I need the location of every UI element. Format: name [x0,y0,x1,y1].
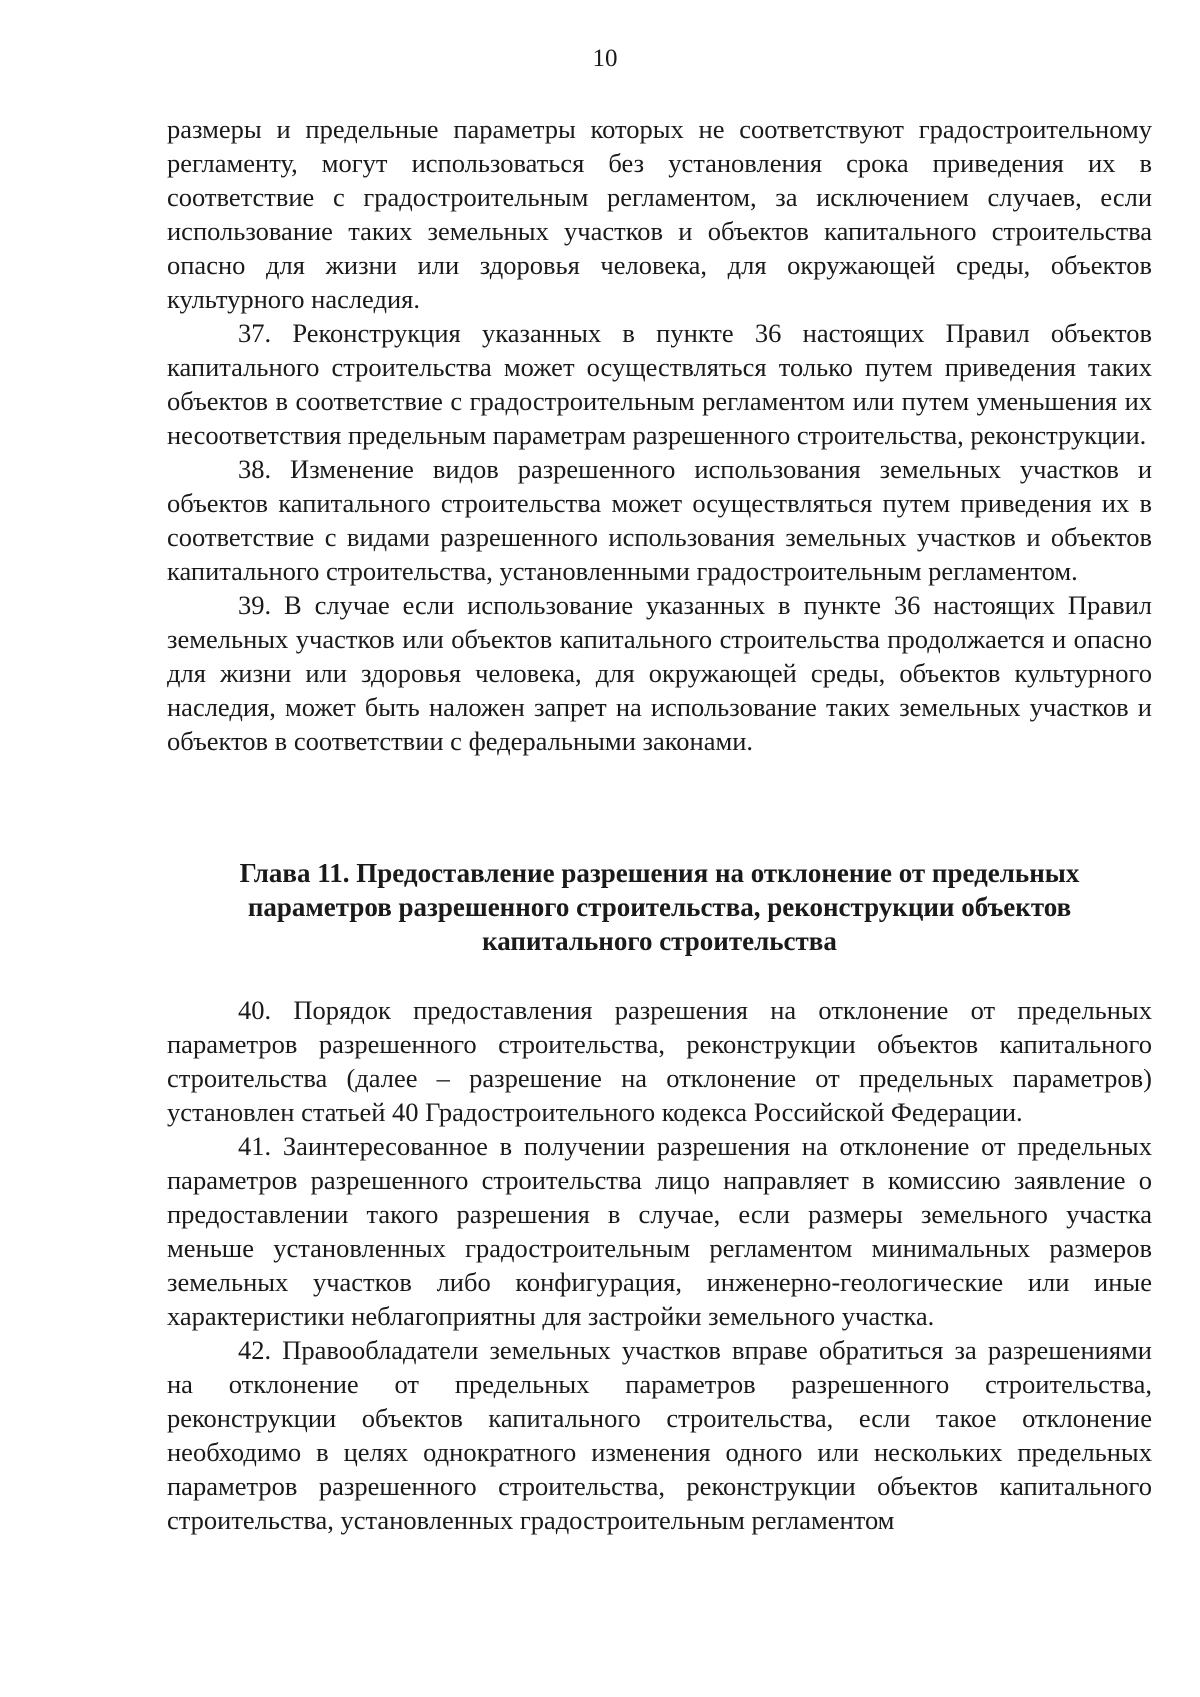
chapter-11-heading [167,856,1152,958]
paragraph-40: 40. Порядок предоставления разрешения на отклонение от предельных параметров разрешенного строительства, реконструкции объектов капитального строительства (далее – разрешение на отклонение от предельных параметров) установлен статьей 40 Градостроительного кодекса Российской Федерации. [167,995,1152,1127]
chapter-heading-line-3: капитального строительства [482,926,837,956]
chapter-heading-line-2: параметров разрешенного строительства, реконструкции объектов [247,892,1072,922]
chapter-heading-line-1: Глава 11. Предоставление разрешения на отклонение от предельных [239,858,1080,888]
text-block-articles-40-42 [167,993,1152,1537]
page-number: 10 [592,45,618,72]
paragraph-37: 37. Реконструкция указанных в пункте 36 настоящих Правил объектов капитального строительства может осуществляться только путем приведения таких объектов в соответствие с градостроительным регламентом или путем уменьшения их несоответствия предельным параметрам разрешенного строительства, реконструкции. [167,318,1152,450]
paragraph-38: 38. Изменение видов разрешенного использования земельных участков и объектов капитального строительства может осуществляться путем приведения их в соответствие с видами разрешенного использования земельных участков и объектов капитального строительства, установленными градостроительным регламентом. [167,454,1152,586]
paragraph-42: 42. Правообладатели земельных участков вправе обратиться за разрешениями на отклонение от предельных параметров разрешенного строительства, реконструкции объектов капитального строительства, если такое отклонение необходимо в целях однократного изменения одного или нескольких предельных параметров разрешенного строительства, реконструкции объектов капитального строительства, установленных градостроительным регламентом [167,1335,1152,1535]
paragraph-36-continuation: размеры и предельные параметры которых не соответствуют градостроительному регламенту, могут использоваться без установления срока приведения их в соответствие с градостроительным регламентом, за исключением случаев, если использование таких земельных участков и объектов капитального строительства опасно для жизни или здоровья человека, для окружающей среды, объектов культурного наследия. [167,114,1152,314]
paragraph-39: 39. В случае если использование указанных в пункте 36 настоящих Правил земельных участков или объектов капитального строительства продолжается и опасно для жизни или здоровья человека, для окружающей среды, объектов культурного наследия, может быть наложен запрет на использование таких земельных участков и объектов в соответствии с федеральными законами. [167,590,1152,756]
paragraph-41: 41. Заинтересованное в получении разрешения на отклонение от предельных параметров разрешенного строительства лицо направляет в комиссию заявление о предоставлении такого разрешения в случае, если размеры земельного участка меньше установленных градостроительным регламентом минимальных размеров земельных участков либо конфигурация, инженерно-геологические или иные характеристики неблагоприятны для застройки земельного участка. [167,1131,1152,1331]
text-block-articles-36-39 [167,112,1152,758]
